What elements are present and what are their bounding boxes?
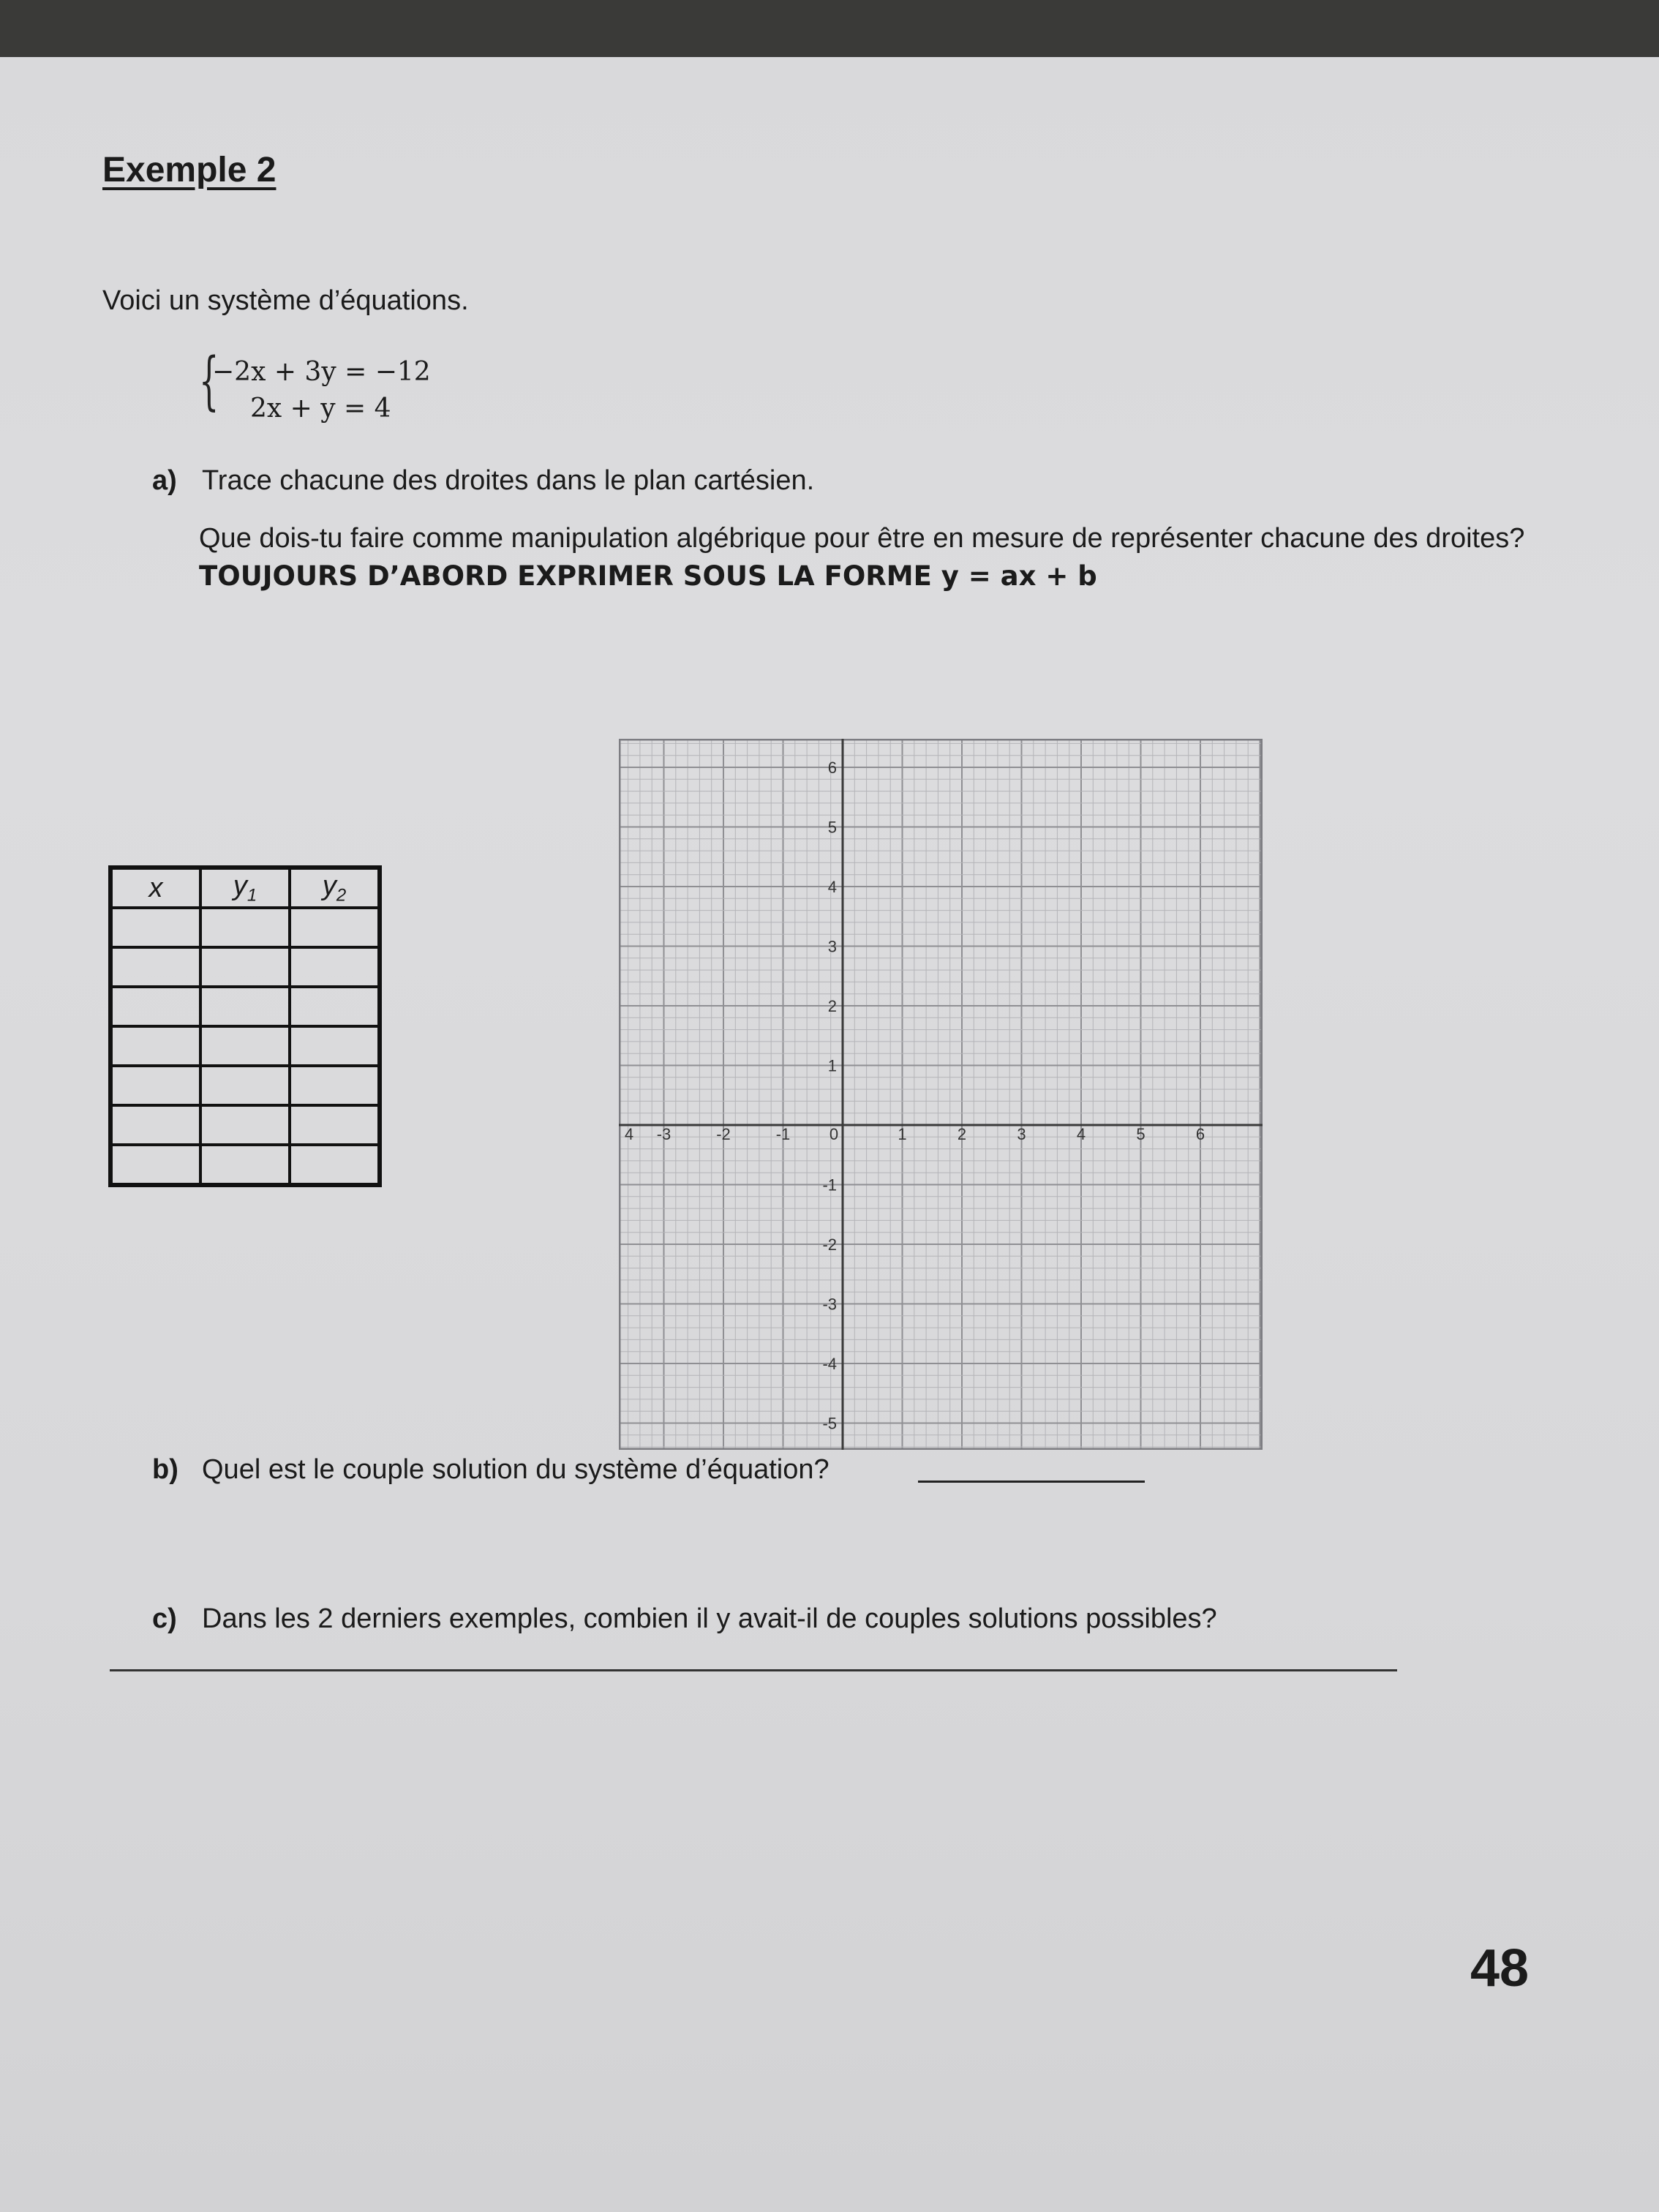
table-cell[interactable] bbox=[110, 947, 200, 987]
question-c bbox=[152, 1603, 1217, 1635]
y-tick-label: -2 bbox=[822, 1235, 837, 1254]
question-b bbox=[152, 1454, 830, 1486]
y-tick-label: -5 bbox=[822, 1414, 837, 1433]
values-table bbox=[108, 865, 382, 1187]
question-b-label: b) bbox=[152, 1454, 178, 1485]
y-tick-label: 3 bbox=[827, 937, 837, 956]
table-header-row bbox=[110, 868, 380, 908]
intro-text: Voici un système d’équations. bbox=[102, 285, 469, 316]
question-b-text: Quel est le couple solution du système d’équation? bbox=[202, 1454, 830, 1485]
table-cell[interactable] bbox=[200, 1105, 290, 1145]
question-a-label: a) bbox=[152, 465, 177, 496]
table-cell[interactable] bbox=[290, 1066, 380, 1105]
x-tick-label: -3 bbox=[656, 1125, 672, 1143]
y-tick-label: -1 bbox=[822, 1175, 837, 1195]
page-title: Exemple 2 bbox=[102, 151, 276, 189]
table-cell[interactable] bbox=[200, 1026, 290, 1066]
question-a bbox=[152, 465, 814, 497]
brace-symbol: { bbox=[199, 345, 219, 418]
x-tick-label: 4 bbox=[624, 1125, 634, 1143]
y-axis-labels bbox=[822, 759, 837, 1433]
question-c-label: c) bbox=[152, 1603, 177, 1634]
answer-c-line[interactable] bbox=[110, 1669, 1397, 1671]
equation-2: 2x + y = 4 bbox=[250, 394, 391, 424]
table-row[interactable] bbox=[110, 1145, 380, 1185]
grid-lines bbox=[619, 739, 1263, 1450]
grid-border bbox=[620, 740, 1262, 1449]
x-tick-label: 3 bbox=[1017, 1125, 1026, 1143]
y-tick-label: -4 bbox=[822, 1355, 837, 1373]
table-row[interactable] bbox=[110, 947, 380, 987]
table-row[interactable] bbox=[110, 908, 380, 947]
table-cell[interactable] bbox=[110, 1105, 200, 1145]
table-cell[interactable] bbox=[200, 947, 290, 987]
table-cell[interactable] bbox=[110, 1026, 200, 1066]
y-tick-label: 1 bbox=[827, 1056, 837, 1075]
y-tick-label: 5 bbox=[827, 818, 837, 837]
table-cell[interactable] bbox=[200, 1145, 290, 1185]
axes bbox=[619, 739, 1263, 1450]
table-cell[interactable] bbox=[200, 987, 290, 1026]
y-tick-label: -3 bbox=[822, 1295, 837, 1314]
instruction-paragraph bbox=[199, 519, 1538, 595]
table-cell[interactable] bbox=[200, 908, 290, 947]
y-tick-label: 6 bbox=[827, 759, 837, 777]
table-cell[interactable] bbox=[110, 1145, 200, 1185]
y-tick-label: 4 bbox=[827, 878, 837, 896]
header-y2: $y_2$ bbox=[290, 868, 380, 908]
x-tick-label: 0 bbox=[829, 1125, 839, 1143]
x-tick-label: 5 bbox=[1136, 1125, 1146, 1143]
table-cell[interactable] bbox=[290, 987, 380, 1026]
instruction-emphasis: TOUJOURS D’ABORD EXPRIMER SOUS LA FORME y = ax + b bbox=[199, 560, 1097, 592]
table-row[interactable] bbox=[110, 1066, 380, 1105]
table-cell[interactable] bbox=[290, 1026, 380, 1066]
table-cell[interactable] bbox=[110, 987, 200, 1026]
x-tick-label: -1 bbox=[775, 1125, 791, 1143]
table-row[interactable] bbox=[110, 1105, 380, 1145]
y-tick-label: 2 bbox=[827, 997, 837, 1015]
x-tick-label: -2 bbox=[716, 1125, 731, 1143]
table-cell[interactable] bbox=[290, 1105, 380, 1145]
table-cell[interactable] bbox=[110, 1066, 200, 1105]
table-cell[interactable] bbox=[200, 1066, 290, 1105]
question-a-text: Trace chacune des droites dans le plan cartésien. bbox=[202, 465, 815, 496]
x-tick-label: 2 bbox=[957, 1125, 967, 1143]
instruction-text: Que dois-tu faire comme manipulation algébrique pour être en mesure de représenter chacune des droites? bbox=[199, 523, 1525, 554]
table-row[interactable] bbox=[110, 987, 380, 1026]
table-cell[interactable] bbox=[110, 908, 200, 947]
x-tick-label: 6 bbox=[1195, 1125, 1205, 1143]
table-cell[interactable] bbox=[290, 1145, 380, 1185]
table-row[interactable] bbox=[110, 1026, 380, 1066]
header-y1: $y_1$ bbox=[200, 868, 290, 908]
cartesian-plane[interactable] bbox=[619, 739, 1263, 1450]
table-cell[interactable] bbox=[290, 947, 380, 987]
header-x: x bbox=[110, 868, 200, 908]
table-cell[interactable] bbox=[290, 908, 380, 947]
x-tick-label: 4 bbox=[1076, 1125, 1086, 1143]
question-c-text: Dans les 2 derniers exemples, combien il y avait-il de couples solutions possibles? bbox=[202, 1603, 1217, 1634]
answer-b-blank[interactable] bbox=[918, 1481, 1145, 1483]
x-tick-label: 1 bbox=[898, 1125, 907, 1143]
equation-1: −2x + 3y = −12 bbox=[212, 357, 431, 387]
page-number: 48 bbox=[1470, 1939, 1530, 1998]
